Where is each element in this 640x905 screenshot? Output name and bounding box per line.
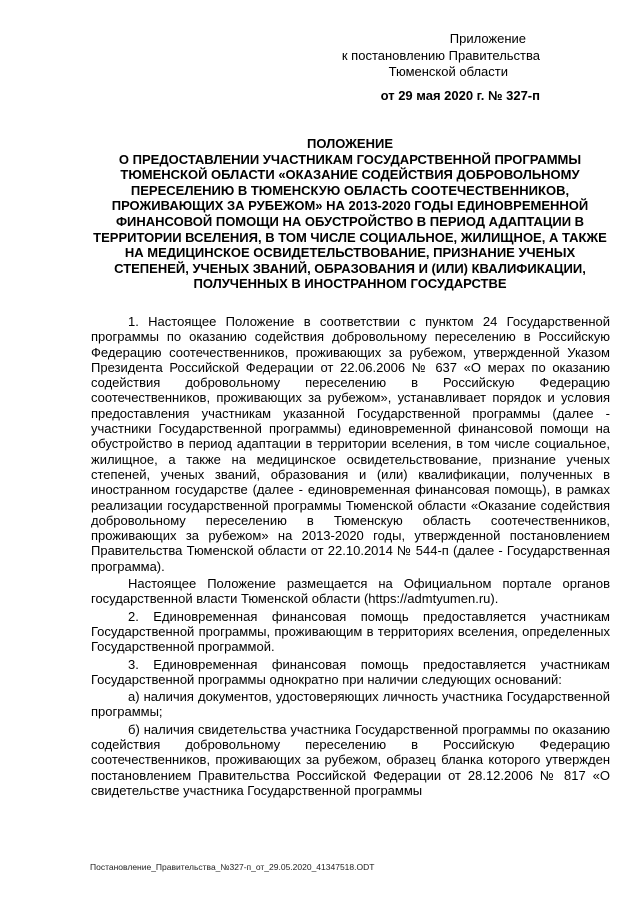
paragraph-3: 3. Единовременная финансовая помощь предоставляется участникам Государственной программы однократно при наличии следующих оснований: — [91, 656, 610, 687]
paragraph-1: 1. Настоящее Положение в соответствии с пунктом 24 Государственной программы по оказанию содействия добровольному переселению в Российскую Федерацию соотечественников, проживающих за рубежом, утвержденной Указом Президента Российской Федерации от 22.06.2006 № 637 «О мерах по оказанию содействия добровольному переселению в Российскую Федерацию соотечественников, проживающих за рубежом», устанавливает порядок и условия предоставления участникам указанной Государственной программы (далее - участники Государственной программы) единовременной финансовой помощи на обустройство в период адаптации в территории вселения, в том числе социальное, жилищное, а также на медицинское освидетельствование, признание ученых степеней, ученых званий, образования и (или) квалификации, полученных в иностранном государстве (далее - единовременная финансовая помощь), в рамках реализации государственной программы Тюменской области «Оказание содействия добровольному переселению в Тюменскую область соотечественников, проживающих за рубежом» на 2013-2020 годы, утвержденной постановлением Правительства Тюменской области от 22.10.2014 № 544-п (далее - Государственная программа). — [91, 314, 610, 574]
footer-filename: Постановление_Правительства_№327-п_от_29.05.2020_41347518.ODT — [90, 862, 375, 872]
document-title — [90, 136, 610, 292]
paragraph-2: 2. Единовременная финансовая помощь предоставляется участникам Государственной программы, проживающим в территориях вселения, определенных Государственной программой. — [91, 608, 610, 655]
title-heading: ПОЛОЖЕНИЕ — [306, 136, 394, 151]
paragraph-portal: Настоящее Положение размещается на Официальном портале органов государственной власти Тюменской области (https://admtyumen.ru). — [91, 576, 610, 607]
appendix-label: Приложение — [449, 31, 526, 46]
appendix-header — [240, 31, 540, 104]
resolution-reference: к постановлению Правительства — [341, 47, 540, 63]
resolution-date-number: от 29 мая 2020 г. № 327-п — [380, 87, 540, 103]
document-body — [91, 314, 610, 800]
title-subheading: О ПРЕДОСТАВЛЕНИИ УЧАСТНИКАМ ГОСУДАРСТВЕННОЙ ПРОГРАММЫ ТЮМЕНСКОЙ ОБЛАСТИ «ОКАЗАНИЕ СОДЕЙСТВИЯ ДОБРОВОЛЬНОМУ ПЕРЕСЕЛЕНИЮ В ТЮМЕНСКУЮ ОБЛАСТЬ СООТЕЧЕСТВЕННИКОВ, ПРОЖИВАЮЩИХ ЗА РУБЕЖОМ» НА 2013-2020 ГОДЫ ЕДИНОВРЕМЕННОЙ ФИНАНСОВОЙ ПОМОЩИ НА ОБУСТРОЙСТВО В ПЕРИОД АДАПТАЦИИ В ТЕРРИТОРИИ ВСЕЛЕНИЯ, В ТОМ ЧИСЛЕ СОЦИАЛЬНОЕ, ЖИЛИЩНОЕ, А ТАКЖЕ НА МЕДИЦИНСКОЕ ОСВИДЕТЕЛЬСТВОВАНИЕ, ПРИЗНАНИЕ УЧЕНЫХ СТЕПЕНЕЙ, УЧЕНЫХ ЗВАНИЙ, ОБРАЗОВАНИЯ И (ИЛИ) КВАЛИФИКАЦИИ, ПОЛУЧЕННЫХ В ИНОСТРАННОМ ГОСУДАРСТВЕ — [93, 151, 607, 292]
paragraph-3b: б) наличия свидетельства участника Государственной программы по оказанию содействия добровольному переселению в Российскую Федерацию соотечественников, проживающих за рубежом, образец бланка которого утвержден постановлением Правительства Российской Федерации от 28.12.2006 № 817 «О свидетельстве участника Государственной программы — [91, 721, 610, 798]
region-name: Тюменской области — [388, 64, 508, 79]
paragraph-3a: а) наличия документов, удостоверяющих личность участника Государственной программы; — [91, 689, 610, 720]
